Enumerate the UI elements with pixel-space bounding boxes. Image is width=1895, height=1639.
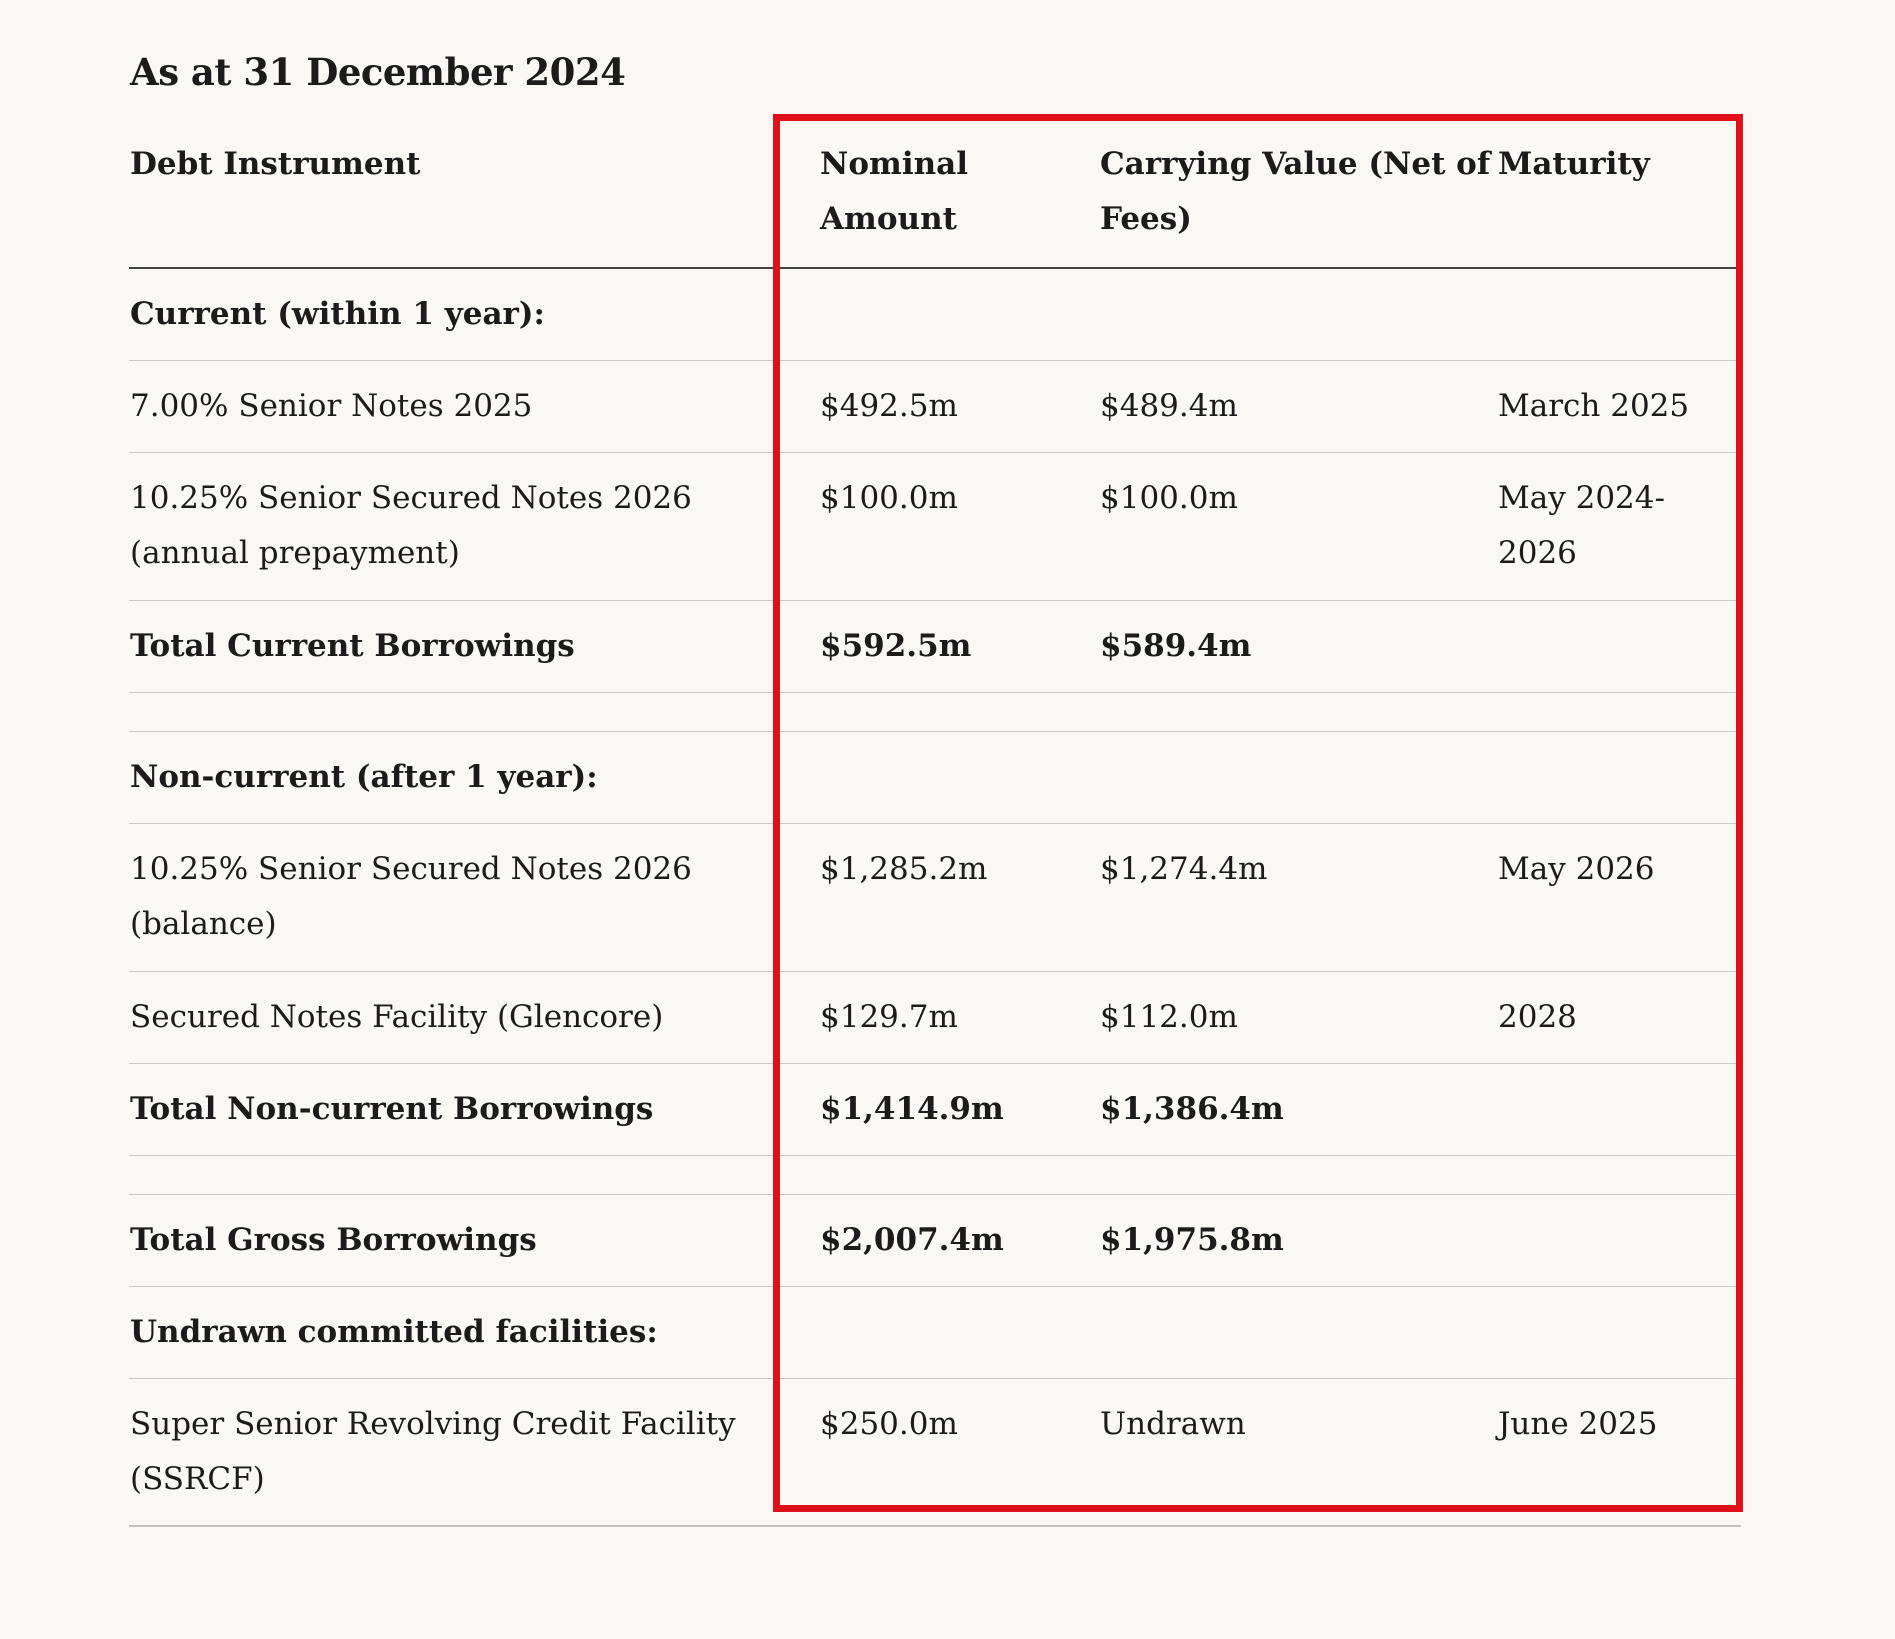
table-row [129,1378,1741,1526]
cell-carrying [1100,268,1498,360]
spacer-cell [820,692,1100,731]
section-label: Current (within 1 year): [129,268,820,360]
cell-maturity [1498,1286,1741,1378]
cell-nominal: $1,285.2m [820,823,1100,971]
cell-instrument: 7.00% Senior Notes 2025 [129,360,820,452]
total-row-gross [129,1194,1741,1286]
cell-carrying: $489.4m [1100,360,1498,452]
cell-nominal: $2,007.4m [820,1194,1100,1286]
header-nominal-amount: Nominal Amount [820,125,1100,268]
cell-instrument: Total Non-current Borrowings [129,1063,820,1155]
total-row-current [129,600,1741,692]
debt-table [129,125,1741,1527]
cell-carrying: $1,274.4m [1100,823,1498,971]
total-row-non-current [129,1063,1741,1155]
table-row [129,452,1741,600]
cell-maturity: 2028 [1498,971,1741,1063]
cell-carrying [1100,731,1498,823]
section-row-non-current [129,731,1741,823]
section-row-current [129,268,1741,360]
cell-instrument: Super Senior Revolving Credit Facility (SSRCF) [129,1378,820,1526]
section-label: Non-current (after 1 year): [129,731,820,823]
cell-maturity: May 2026 [1498,823,1741,971]
spacer-cell [1100,692,1498,731]
cell-instrument: Secured Notes Facility (Glencore) [129,971,820,1063]
section-row-undrawn [129,1286,1741,1378]
cell-instrument: Total Current Borrowings [129,600,820,692]
spacer-cell [1100,1155,1498,1194]
header-debt-instrument: Debt Instrument [129,125,820,268]
cell-instrument: 10.25% Senior Secured Notes 2026 (balance) [129,823,820,971]
cell-nominal: $1,414.9m [820,1063,1100,1155]
cell-carrying: $100.0m [1100,452,1498,600]
table-row [129,971,1741,1063]
cell-maturity [1498,731,1741,823]
cell-nominal: $100.0m [820,452,1100,600]
cell-maturity: May 2024-2026 [1498,452,1741,600]
cell-nominal: $129.7m [820,971,1100,1063]
header-maturity: Maturity [1498,125,1741,268]
cell-carrying: Undrawn [1100,1378,1498,1526]
cell-nominal: $250.0m [820,1378,1100,1526]
spacer-cell [1498,692,1741,731]
table-caption: As at 31 December 2024 [130,50,626,94]
spacer-row [129,692,1741,731]
spacer-cell [820,1155,1100,1194]
cell-carrying: $112.0m [1100,971,1498,1063]
table-row [129,360,1741,452]
section-label: Undrawn committed facilities: [129,1286,820,1378]
cell-carrying: $1,386.4m [1100,1063,1498,1155]
table-header-row [129,125,1741,268]
cell-maturity: March 2025 [1498,360,1741,452]
table-row [129,823,1741,971]
cell-nominal [820,731,1100,823]
cell-nominal [820,268,1100,360]
spacer-cell [129,1155,820,1194]
spacer-row [129,1155,1741,1194]
cell-maturity [1498,1063,1741,1155]
cell-maturity: June 2025 [1498,1378,1741,1526]
cell-carrying [1100,1286,1498,1378]
cell-maturity [1498,1194,1741,1286]
cell-nominal [820,1286,1100,1378]
spacer-cell [129,692,820,731]
cell-nominal: $492.5m [820,360,1100,452]
cell-carrying: $1,975.8m [1100,1194,1498,1286]
cell-maturity [1498,600,1741,692]
cell-instrument: Total Gross Borrowings [129,1194,820,1286]
cell-carrying: $589.4m [1100,600,1498,692]
cell-maturity [1498,268,1741,360]
header-carrying-value: Carrying Value (Net of Fees) [1100,125,1498,268]
spacer-cell [1498,1155,1741,1194]
cell-nominal: $592.5m [820,600,1100,692]
cell-instrument: 10.25% Senior Secured Notes 2026 (annual prepayment) [129,452,820,600]
